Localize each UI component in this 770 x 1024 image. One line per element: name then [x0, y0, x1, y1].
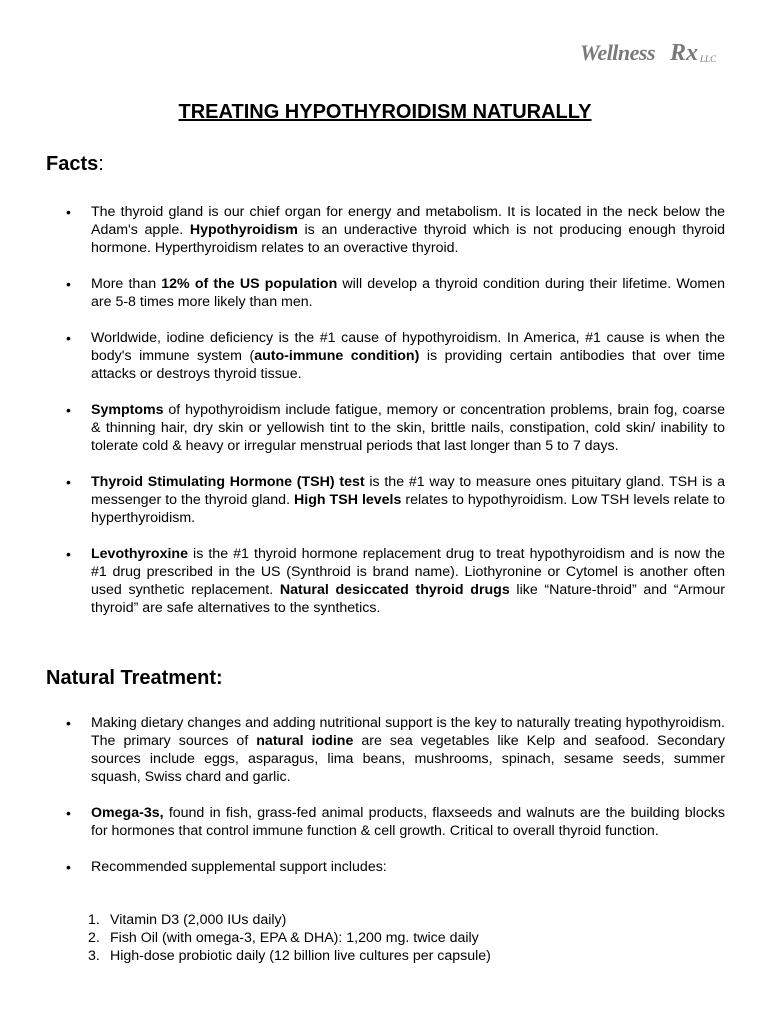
text-run: is providing certain antibodies that over time attacks or destroys thyroid tissue.: [91, 348, 725, 382]
bold-phrase: natural iodine: [256, 733, 354, 749]
facts-list: [62, 203, 725, 635]
bold-phrase: Hypothyroidism: [189, 222, 298, 238]
bold-phrase: Levothyroxine: [91, 546, 188, 562]
text-run: is the #1 way to measure ones pituitary gland. TSH is a messenger to the thyroid gland.: [91, 474, 725, 508]
supplement-text: Vitamin D3 (2,000 IUs daily): [110, 912, 287, 928]
bold-phrase: Symptoms: [91, 402, 164, 418]
text-run: of hypothyroidism include fatigue, memory or concentration problems, brain fog, coarse & thinning hair, dry skin or yellowish tint to the skin, brittle nails, constipation, cold skin/ inability to tolerate cold & heavy or irregular menstrual periods that last longer than 5 to 7 days.: [91, 402, 725, 454]
supplement-number: 1.: [88, 912, 100, 928]
bold-phrase: Natural desiccated thyroid drugs: [279, 582, 510, 598]
bullet-item: [62, 858, 725, 876]
bullet-item: [62, 275, 725, 311]
facts-heading-colon: :: [98, 153, 104, 175]
company-logo: [580, 40, 730, 86]
text-run: found in fish, grass-fed animal products, flaxseeds and walnuts are the building blocks for hormones that control immune function & cell growth. Critical to overall thyroid function.: [91, 805, 725, 839]
supplement-item: [88, 911, 491, 929]
supplement-item: [88, 947, 491, 965]
bullet-item: [62, 473, 725, 527]
text-run: More than: [91, 276, 162, 292]
supplement-number: 2.: [88, 930, 100, 946]
text-run: relates to hypothyroidism. Low TSH levels relate to hyperthyroidism.: [91, 492, 725, 526]
text-run: Recommended supplemental support includes:: [91, 859, 387, 875]
text-run: Worldwide, iodine deficiency is the #1 cause of hypothyroidism. In America, #1 cause is when the body's immune system (: [91, 330, 725, 364]
bullet-item: [62, 329, 725, 383]
text-run: Making dietary changes and adding nutritional support is the key to naturally treating hypothyroidism. The primary sources of: [91, 715, 725, 749]
bold-phrase: High TSH levels: [294, 492, 402, 508]
text-run: The thyroid gland is our chief organ for energy and metabolism. It is located in the neck below the Adam's apple.: [91, 204, 725, 238]
supplement-item: [88, 929, 491, 947]
bullet-item: [62, 401, 725, 455]
treatment-heading: Natural Treatment:: [46, 667, 223, 689]
treatment-list: [62, 714, 725, 894]
facts-heading: [46, 153, 104, 176]
logo-llc: LLC: [700, 54, 717, 64]
facts-heading-text: Facts: [46, 153, 99, 175]
bold-phrase: auto-immune condition): [254, 348, 420, 364]
logo-wordmark: Wellness: [580, 40, 656, 65]
bold-phrase: Omega-3s,: [91, 805, 164, 821]
text-run: is the #1 thyroid hormone replacement drug to treat hypothyroidism and is now the #1 drug prescribed in the US (Synthroid is brand name). Liothyronine or Cytomel is another often used synthetic replacement.: [91, 546, 725, 598]
bullet-item: [62, 203, 725, 257]
text-run: are sea vegetables like Kelp and seafood. Secondary sources include eggs, asparagus, lima beans, mushrooms, spinach, sesame seeds, summer squash, Swiss chard and garlic.: [91, 733, 725, 785]
bullet-item: [62, 804, 725, 840]
supplement-number: 3.: [88, 948, 100, 964]
text-run: like “Nature-throid” and “Armour thyroid” are safe alternatives to the synthetics.: [91, 582, 725, 616]
text-run: will develop a thyroid condition during their lifetime. Women are 5-8 times more likely than men.: [91, 276, 725, 310]
bullet-item: [62, 545, 725, 617]
logo-rx-mark: Rx: [670, 40, 699, 66]
supplement-list: [88, 911, 491, 965]
supplement-text: High-dose probiotic daily (12 billion live cultures per capsule): [110, 948, 491, 964]
page-title: TREATING HYPOTHYROIDISM NATURALLY: [178, 101, 592, 123]
bold-phrase: Thyroid Stimulating Hormone (TSH) test: [91, 474, 365, 490]
text-run: is an underactive thyroid which is not producing enough thyroid hormone. Hyperthyroidism relates to an overactive thyroid.: [91, 222, 725, 256]
bold-phrase: 12% of the US population: [161, 276, 338, 292]
bullet-item: [62, 714, 725, 786]
supplement-text: Fish Oil (with omega-3, EPA & DHA): 1,200 mg. twice daily: [110, 930, 479, 946]
